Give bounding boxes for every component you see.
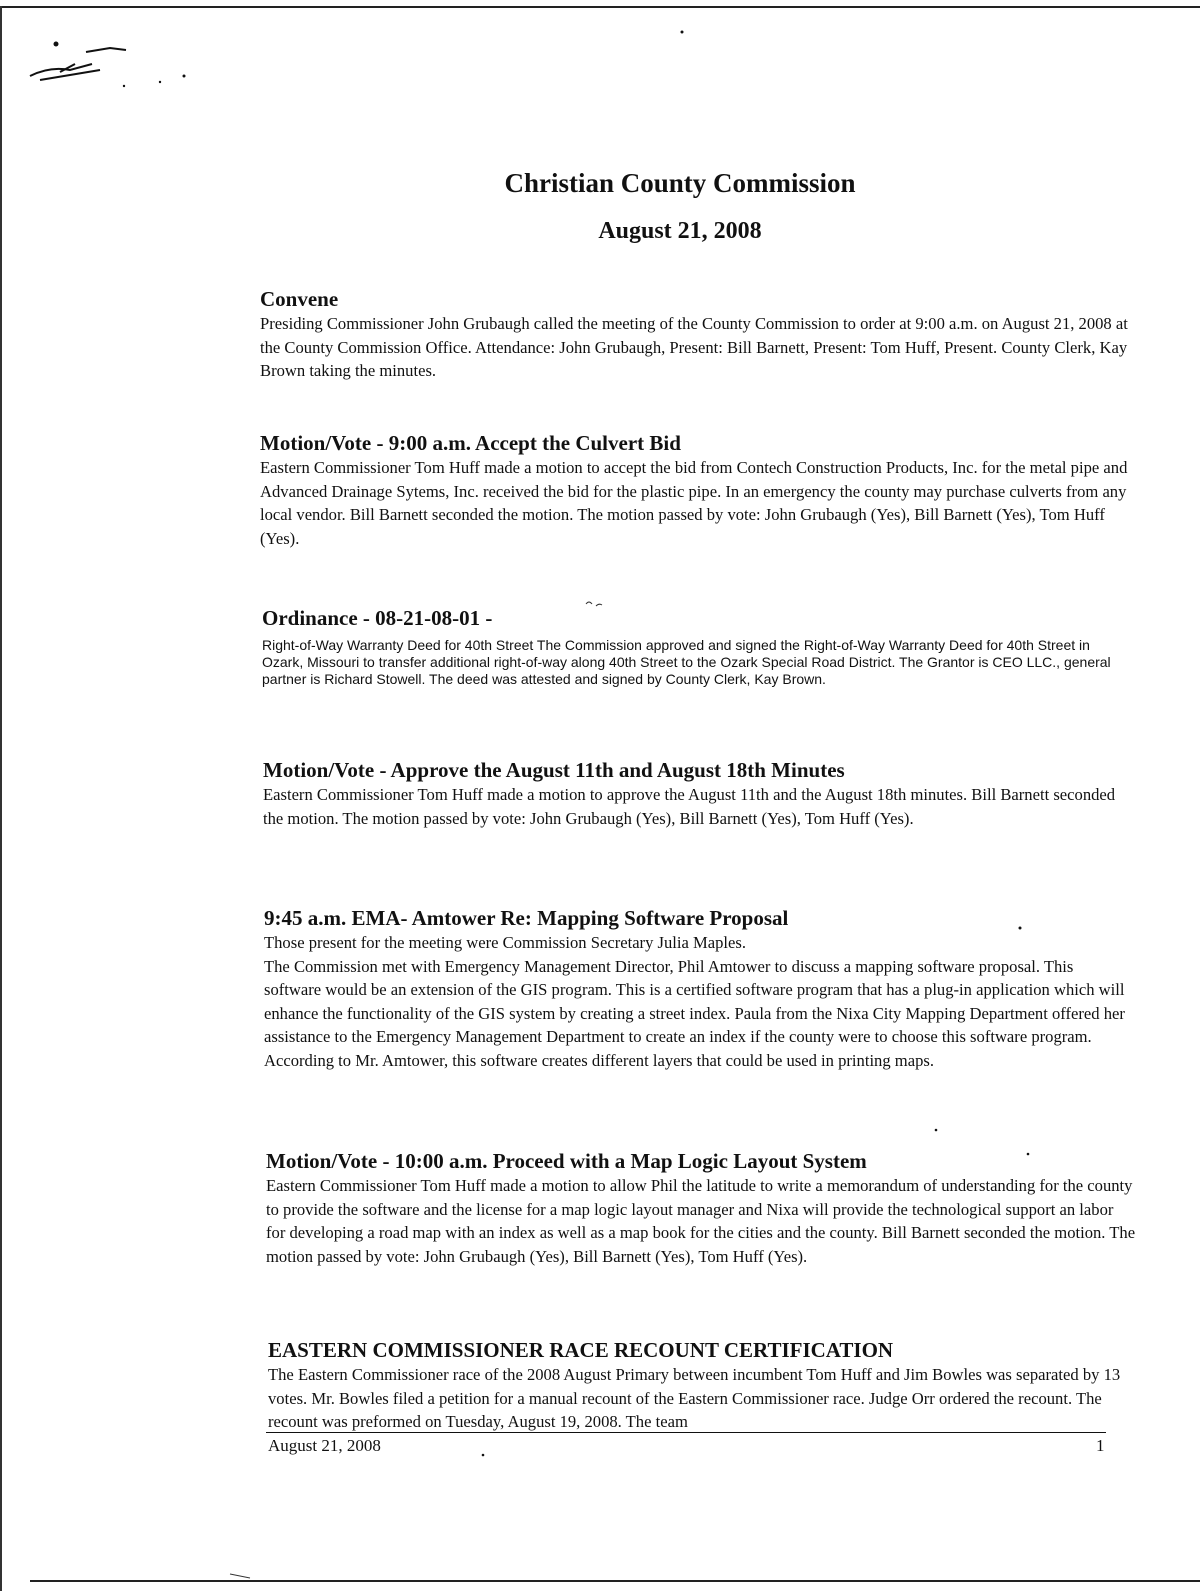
section-body: Presiding Commissioner John Grubaugh called the meeting of the County Commission to order at 9:00 a.m. on August 21, 2008 at the County Commission Office. Attendance: John Grubaugh, Present: Bill Barnett, Present: Tom Huff, Present. County Clerk, Kay Brown taking the minutes. — [260, 314, 1128, 380]
page-bottom-edge — [30, 1580, 1200, 1582]
document-title: Christian County Commission — [504, 168, 856, 198]
section-body: Eastern Commissioner Tom Huff made a motion to allow Phil the latitude to write a memorandum of understanding for the county to provide the software and the license for a map logic layout manager and Nixa will provide the technological support an labor for developing a road map with an index as well as a map book for the cities and the county. Bill Barnett seconded the motion. The motion passed by vote: John Grubaugh (Yes), Bill Barnett (Yes), Tom Huff (Yes). — [266, 1176, 1136, 1266]
section-culvert-bid — [260, 430, 1130, 550]
section-body-intro: Those present for the meeting were Commission Secretary Julia Maples. — [264, 933, 747, 952]
section-body: Right-of-Way Warranty Deed for 40th Street The Commission approved and signed the Right-of-Way Warranty Deed for 40th Street in Ozark, Missouri to transfer additional right-of-way along 40th Street to the Ozark Special Road District. The Grantor is CEO LLC., general partner is Richard Stowell. The deed was attested and signed by County Clerk, Kay Brown. — [262, 637, 1111, 687]
section-heading: Ordinance - 08-21-08-01 - — [262, 606, 493, 630]
footer-date: August 21, 2008 — [268, 1436, 381, 1455]
section-heading: Motion/Vote - Approve the August 11th and August 18th Minutes — [263, 758, 845, 782]
section-approve-minutes — [263, 757, 1133, 830]
section-body: Eastern Commissioner Tom Huff made a motion to accept the bid from Contech Construction Products, Inc. for the metal pipe and Advanced Drainage Sytems, Inc. received the bid for the plastic pipe. In an emergency the county may purchase culverts from any local vendor. Bill Barnett seconded the motion. The motion passed by vote: John Grubaugh (Yes), Bill Barnett (Yes), Tom Huff (Yes). — [260, 458, 1128, 548]
section-recount-certification — [268, 1337, 1138, 1434]
section-heading: 9:45 a.m. EMA- Amtower Re: Mapping Software Proposal — [264, 906, 789, 930]
section-body: Eastern Commissioner Tom Huff made a motion to approve the August 11th and the August 18th minutes. Bill Barnett seconded the motion. The motion passed by vote: John Grubaugh (Yes), Bill Barnett (Yes), Tom Huff (Yes). — [263, 785, 1116, 828]
section-heading: Motion/Vote - 10:00 a.m. Proceed with a Map Logic Layout System — [266, 1149, 867, 1173]
section-heading: Convene — [260, 287, 339, 311]
page-top-edge — [0, 6, 1200, 8]
section-mapping-software — [264, 905, 1134, 1072]
section-map-logic — [266, 1148, 1136, 1268]
section-body: The Commission met with Emergency Management Director, Phil Amtower to discuss a mapping software proposal. This software would be an extension of the GIS program. This is a certified software program that has a plug-in application which will enhance the functionality of the GIS system by creating a street index. Paula from the Nixa City Mapping Department offered her assistance to the Emergency Management Department to create an index if the county were to choose this software program. According to Mr. Amtower, this software creates different layers that could be used in printing maps. — [264, 956, 1125, 1070]
section-body: The Eastern Commissioner race of the 2008 August Primary between incumbent Tom Huff and Jim Bowles was separated by 13 votes. Mr. Bowles filed a petition for a manual recount of the Eastern Commissioner race. Judge Orr ordered the recount. The recount was preformed on Tuesday, August 19, 2008. The team — [268, 1365, 1121, 1431]
document-date: August 21, 2008 — [598, 218, 762, 244]
section-ordinance — [262, 605, 1132, 688]
section-heading: EASTERN COMMISSIONER RACE RECOUNT CERTIFICATION — [268, 1338, 894, 1362]
section-heading: Motion/Vote - 9:00 a.m. Accept the Culvert Bid — [260, 431, 681, 455]
section-convene — [260, 286, 1130, 383]
page-number: 1 — [1096, 1436, 1105, 1455]
footer-rule — [266, 1432, 1106, 1433]
